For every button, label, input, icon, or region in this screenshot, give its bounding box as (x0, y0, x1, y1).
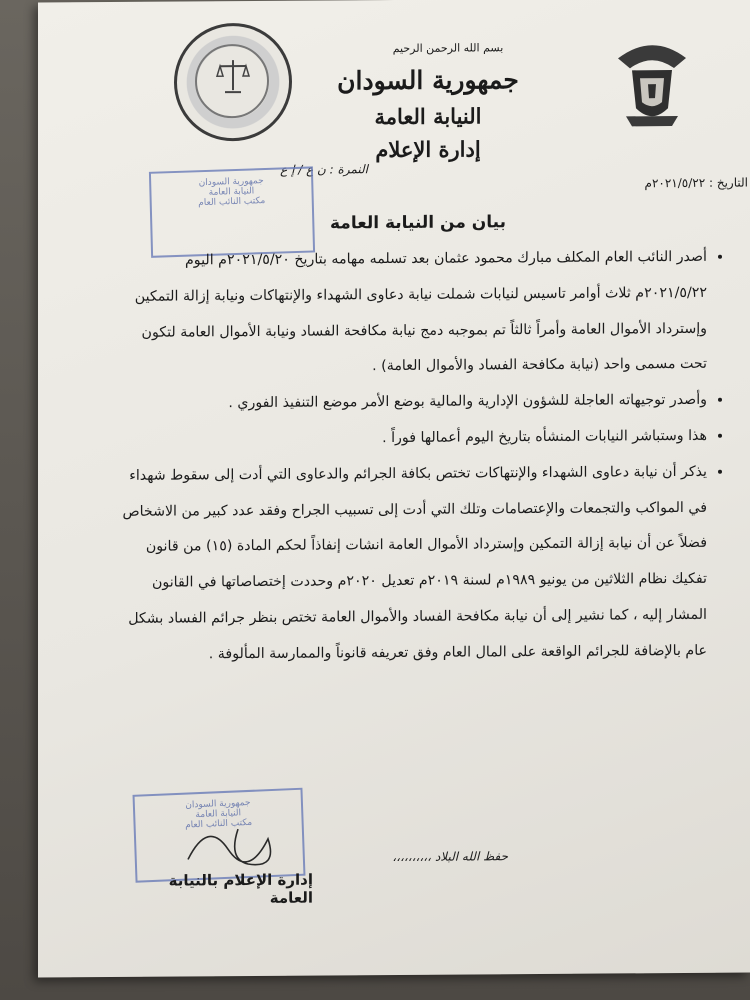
paragraph: • أصدر النائب العام المكلف مبارك محمود عثمان بعد تسلمه مهامه بتاريخ ٢٠٢١/٥/٢٠م اليوم ٢٠٢١/٥/٢٢م ثلاث أوامر تاسيس لنيابات شملت نيابة دعاوى الشهداء والإنتهاكات ونيابة إزالة التمكين وإسترداد الأموال العامة وأمراً ثالثاً تم بموجبه دمج نيابة مكافحة الفساد ونيابة الأموال العامة لتكون تحت مسمى واحد (نيابة مكافحة الفساد والأموال العامة) . (113, 240, 707, 387)
scales-of-justice-icon (215, 56, 251, 96)
sudan-emblem-icon (612, 38, 692, 135)
paragraph: • يذكر أن نيابة دعاوى الشهداء والإنتهاكات تختص بكافة الجرائم والدعاوى التي أدت إلى سقوط شهداء في المواكب والتجمعات والإعتصامات وتلك التي أدت إلى تسبيب الجراح وفقد عدد كبير من الاشخاص فضلاً عن أن نيابة إزالة التمكين وإسترداد الأموال العامة انشات إنفاذاً لحكم المادة (١٥) من قانون تفكيك نظام الثلاثين من يونيو ١٩٨٩م لسنة ٢٠١٩م تعديل ٢٠٢٠م وحددت إختصاصاتها في القانون المشار إليه ، كما نشير إلى أن نيابة مكافحة الفساد والأموال العامة تختص بنظر جرائم الفساد بشكل عام بالإضافة للجرائم الواقعة على المال العام وفق تعريفه قانوناً والممارسة المألوفة . (113, 455, 707, 674)
department-heading: إدارة الإعلام (375, 136, 481, 163)
basmala: بسم الله الرحمن الرحيم (392, 41, 504, 56)
statement-title: بيان من النيابة العامة (330, 212, 506, 234)
paragraph: • وأصدر توجيهاته العاجلة للشؤون الإدارية والمالية بوضع الأمر موضع التنفيذ الفوري . (113, 383, 707, 423)
document-date: التاريخ : ٢٠٢١/٥/٢٢م (644, 175, 748, 191)
public-prosecution-seal (174, 23, 292, 142)
republic-heading: جمهورية السودان (337, 65, 519, 96)
document-page (38, 0, 750, 977)
reference-number: النمرة : ن ع / إ ع (280, 162, 368, 177)
closing-phrase: حفظ الله البلاد ،،،،،،،،،، (392, 849, 508, 865)
signature-line: إدارة الإعلام بالنيابة العامة (168, 870, 313, 907)
public-prosecution-heading: النيابة العامة (374, 103, 482, 130)
stamp-text: جمهورية السودان النيابة العامة مكتب النائب العام (198, 176, 266, 209)
handwritten-signature (178, 809, 298, 880)
statement-body (113, 240, 725, 674)
paragraph: • هذا وستباشر النيابات المنشأه بتاريخ اليوم أعمالها فوراً . (113, 419, 707, 459)
stamp-text: جمهورية السودان النيابة العامة مكتب النائب العام (184, 797, 253, 831)
